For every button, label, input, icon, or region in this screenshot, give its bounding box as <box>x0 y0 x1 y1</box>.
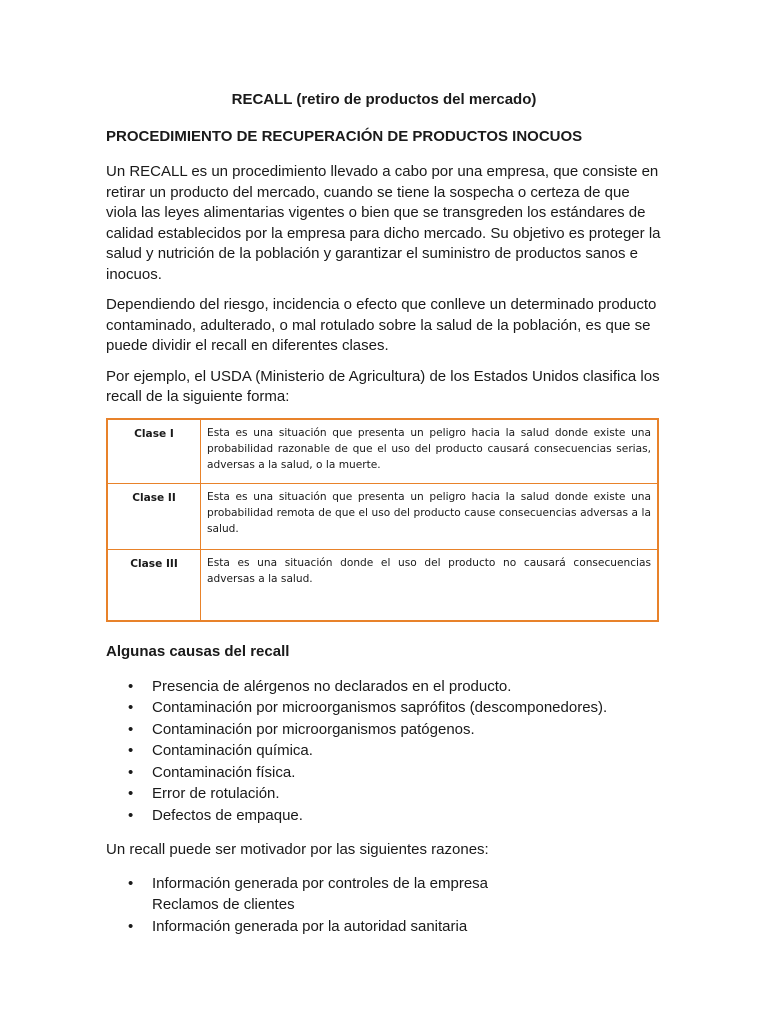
class-label: Clase III <box>107 549 201 621</box>
bullet-icon: • <box>128 785 134 802</box>
class-description: Esta es una situación que presenta un peligro hacia la salud donde existe una probabilidad razonable de que el uso del producto causará consecuencias serias, adversas a la salud, o la muerte. <box>201 419 659 484</box>
reasons-list <box>106 873 662 895</box>
bullet-icon: • <box>128 699 134 716</box>
paragraph-classes: Dependiendo del riesgo, incidencia o efecto que conlleve un determinado producto contaminado, adulterado, o mal rotulado sobre la salud de la población, es que se puede dividir el recall en diferentes clases. <box>106 296 657 354</box>
paragraph-definition: Un RECALL es un procedimiento llevado a cabo por una empresa, que consiste en retirar un producto del mercado, cuando se tiene la sospecha o certeza de que viola las leyes alimentarias vigentes o bien que se transgreden los estándares de calidad establecidos por la empresa para dicho mercado. Su objetivo es proteger la salud y nutrición de la población y garantizar el suministro de productos sanos e inocuos. <box>106 163 661 283</box>
class-description: Esta es una situación donde el uso del producto no causará consecuencias adversas a la salud. <box>201 549 659 621</box>
class-description: Esta es una situación que presenta un peligro hacia la salud donde existe una probabilidad remota de que el uso del producto cause consecuencias adversas a la salud. <box>201 483 659 549</box>
table-row <box>107 483 658 549</box>
bullet-icon: • <box>128 917 134 935</box>
list-item: • Defectos de empaque. <box>106 805 662 827</box>
list-item: • Contaminación física. <box>106 762 662 784</box>
table-row <box>107 419 658 484</box>
bullet-icon: • <box>128 720 134 738</box>
list-item: • Información generada por la autoridad sanitaria <box>106 916 662 938</box>
class-label: Clase I <box>107 419 201 484</box>
bullet-icon: • <box>128 677 134 695</box>
bullet-icon: • <box>128 763 134 781</box>
reasons-intro: Un recall puede ser motivador por las siguientes razones: <box>106 841 489 858</box>
document-title: RECALL (retiro de productos del mercado) <box>231 91 537 108</box>
bullet-icon: • <box>128 806 134 824</box>
list-item: • Contaminación por microorganismos saprófitos (descomponedores). <box>106 697 662 719</box>
recall-class-table <box>106 418 659 622</box>
paragraph-usda: Por ejemplo, el USDA (Ministerio de Agricultura) de los Estados Unidos clasifica los recall de la siguiente forma: <box>106 367 660 405</box>
list-item: • Presencia de alérgenos no declarados en el producto. <box>106 676 662 698</box>
list-item: • Error de rotulación. <box>106 783 662 805</box>
bullet-icon: • <box>128 874 134 892</box>
list-item: • Información generada por controles de la empresa <box>106 873 662 895</box>
list-item: • Contaminación por microorganismos patógenos. <box>106 719 662 741</box>
bullet-icon: • <box>128 742 134 759</box>
document-page <box>106 90 662 951</box>
list-item: • Contaminación química. <box>106 740 662 762</box>
causes-list <box>106 676 662 827</box>
class-label: Clase II <box>107 483 201 549</box>
list-item-continuation: Reclamos de clientes <box>152 896 295 913</box>
reasons-list-2 <box>106 916 662 938</box>
table-row <box>107 549 658 621</box>
causes-heading: Algunas causas del recall <box>106 642 290 660</box>
document-subtitle: PROCEDIMIENTO DE RECUPERACIÓN DE PRODUCTOS INOCUOS <box>106 128 583 145</box>
